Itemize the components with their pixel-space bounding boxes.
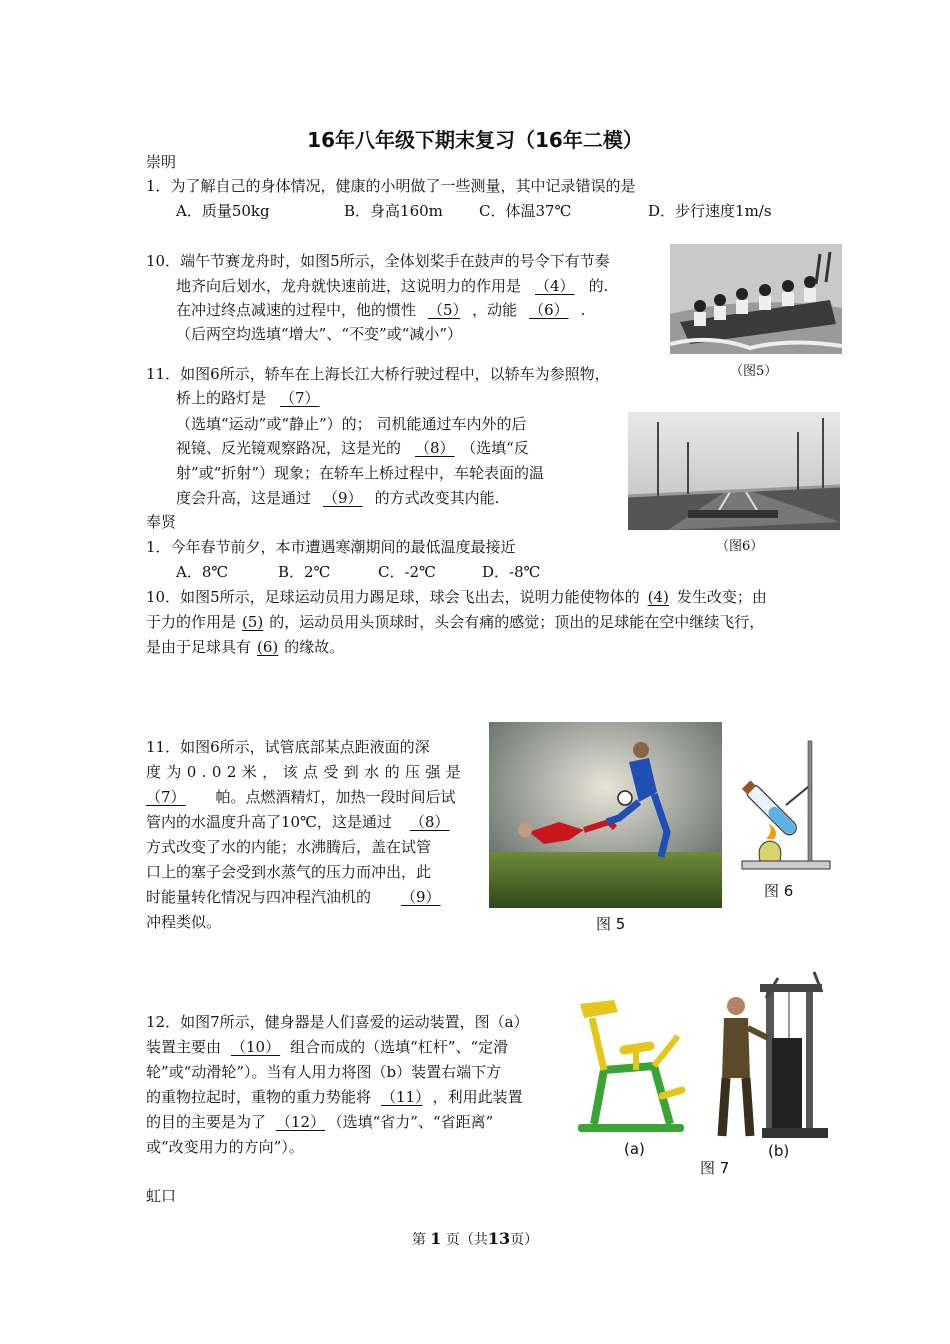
fx-q11-line7 bbox=[146, 885, 445, 909]
fx-fig5-caption: 图 5 bbox=[596, 915, 626, 933]
q11-line3: （选填“运动”或“静止”）的； 司机能通过车内外的后 bbox=[176, 415, 527, 433]
fx-q10-line2 bbox=[146, 610, 764, 634]
fx-blank-12: （12） bbox=[276, 1113, 326, 1131]
fx-q12-text: （选填“省力”、“省距离” bbox=[335, 1113, 494, 1131]
q10-line4: （后两空均选填“增大”、“不变”或“减小”） bbox=[176, 325, 463, 343]
footer-pre: 第 bbox=[411, 1232, 426, 1248]
fx-blank-4: (4) bbox=[647, 588, 669, 606]
fx-q12-text: ，利用此装置 bbox=[432, 1088, 523, 1106]
q10-line3 bbox=[176, 298, 585, 322]
q10-line1: 10．端午节赛龙舟时，如图5所示，全体划桨手在鼓声的号令下有节奏 bbox=[146, 252, 610, 270]
q11-line6 bbox=[176, 486, 499, 510]
fx-blank-6: (6) bbox=[257, 638, 279, 656]
blank-8: （8） bbox=[415, 439, 455, 457]
q10-line2 bbox=[176, 274, 608, 298]
fx-fig6-caption: 图 6 bbox=[764, 882, 794, 900]
fx-q1-option-d: D．-8℃ bbox=[482, 563, 541, 581]
region-label-hongkou: 虹口 bbox=[146, 1187, 177, 1205]
fx-q10-line1 bbox=[146, 585, 767, 609]
fx-q12-text: 装置主要由 bbox=[146, 1038, 222, 1056]
q11-text: 视镜、反光镜观察路况，这是光的 bbox=[176, 439, 402, 457]
fig7-caption: 图 7 bbox=[700, 1159, 730, 1177]
soccer-photo bbox=[489, 722, 722, 908]
fig7-b-label: (b) bbox=[768, 1142, 790, 1160]
fx-blank-11: （11） bbox=[381, 1088, 423, 1106]
fx-blank-10: （10） bbox=[231, 1038, 281, 1056]
fx-q10-text: 发生改变；由 bbox=[676, 588, 767, 606]
fx-blank-5: (5) bbox=[242, 613, 264, 631]
footer-total-pages: 13 bbox=[487, 1229, 511, 1248]
bridge-road-photo bbox=[628, 412, 840, 530]
fx-q12-text: 的重物拉起时，重物的重力势能将 bbox=[146, 1088, 372, 1106]
fx-q12-line5 bbox=[146, 1110, 493, 1134]
page-footer bbox=[0, 1229, 950, 1249]
q11-line4 bbox=[176, 436, 529, 460]
blank-9: （9） bbox=[323, 489, 363, 507]
q1-option-d: D．步行速度1m/s bbox=[648, 202, 772, 220]
blank-5: （5） bbox=[428, 301, 461, 319]
fx-q10-text: 的，运动员用头顶球时，头会有痛的感觉；顶出的足球能在空中继续飞行， bbox=[269, 613, 765, 631]
fx-q1-stem: 1．今年春节前夕，本市遭遇寒潮期间的最低温度最接近 bbox=[146, 538, 516, 556]
fx-q12-line1: 12．如图7所示，健身器是人们喜爱的运动装置，图（a） bbox=[146, 1013, 529, 1031]
q11-text: 度会升高，这是通过 bbox=[176, 489, 312, 507]
q11-text: （选填“反 bbox=[468, 439, 529, 457]
fx-q1-option-b: B．2℃ bbox=[278, 563, 331, 581]
fx-q11-line5: 方式改变了水的内能；水沸腾后，盖在试管 bbox=[146, 838, 432, 856]
fx-q10-text: 的缘故。 bbox=[284, 638, 345, 656]
q1-option-a: A．质量50kg bbox=[176, 202, 270, 220]
q1-option-b: B．身高160m bbox=[344, 202, 443, 220]
q1-option-c: C．体温37℃ bbox=[479, 202, 572, 220]
q11-text: 桥上的路灯是 bbox=[176, 389, 267, 407]
fx-q12-text: 的目的主要是为了 bbox=[146, 1113, 267, 1131]
fx-blank-9: （9） bbox=[401, 888, 441, 906]
fx-q11-text: 管内的水温度升高了10℃，这是通过 bbox=[146, 813, 392, 831]
fx-q11-text: 时能量转化情况与四冲程汽油机的 bbox=[146, 888, 372, 906]
fig6-caption: （图6） bbox=[716, 539, 764, 554]
fx-q11-text: 帕。点燃酒精灯，加热一段时间后试 bbox=[215, 788, 456, 806]
fx-q10-line3 bbox=[146, 635, 344, 659]
fig5-caption: （图5） bbox=[730, 364, 778, 379]
fx-q11-line2: 度为0.02米，该点受到水的压强是 bbox=[146, 763, 467, 781]
footer-post: 页） bbox=[510, 1232, 539, 1248]
fx-q11-line8: 冲程类似。 bbox=[146, 913, 222, 931]
fx-q11-line3 bbox=[146, 785, 456, 809]
fx-blank-8: （8） bbox=[409, 813, 450, 831]
q11-line5: 射”或“折射”）现象；在轿车上桥过程中，车轮表面的温 bbox=[176, 464, 545, 482]
fx-q10-text: 10．如图5所示，足球运动员用力踢足球，球会飞出去，说明力能使物体的 bbox=[146, 588, 640, 606]
blank-4: （4） bbox=[535, 277, 575, 295]
fx-q12-line3: 轮”或“动滑轮”）。当有人用力将图（b）装置右端下方 bbox=[146, 1063, 502, 1081]
blank-7: （7） bbox=[280, 389, 320, 407]
fx-q11-line6: 口上的塞子会受到水蒸气的压力而冲出，此 bbox=[146, 863, 432, 881]
fx-q10-text: 是由于足球具有 bbox=[146, 638, 252, 656]
q10-text: 的. bbox=[588, 277, 609, 295]
page-title: 16年八年级下期末复习（16年二模） bbox=[307, 128, 643, 152]
fitness-frame-a bbox=[574, 990, 690, 1140]
q10-text: 地齐向后划水，龙舟就快速前进，这说明力的作用是 bbox=[176, 277, 522, 295]
fig7-a-label: (a) bbox=[624, 1140, 645, 1158]
fx-q10-text: 于力的作用是 bbox=[146, 613, 237, 631]
fx-q11-line1: 11．如图6所示，试管底部某点距液面的深 bbox=[146, 738, 430, 756]
q1-stem: 1．为了解自己的身体情况，健康的小明做了一些测量，其中记录错误的是 bbox=[146, 177, 636, 195]
region-label-chongming: 崇明 bbox=[146, 153, 177, 171]
q10-text: . bbox=[580, 301, 586, 319]
dragon-boat-photo bbox=[670, 244, 842, 354]
fx-q11-line4 bbox=[146, 810, 467, 834]
fx-q12-line2 bbox=[146, 1035, 508, 1059]
q11-line1: 11．如图6所示，轿车在上海长江大桥行驶过程中，以轿车为参照物， bbox=[146, 365, 610, 383]
fx-q1-option-a: A．8℃ bbox=[176, 563, 229, 581]
gym-machine-b bbox=[706, 968, 830, 1148]
q10-text: 在冲过终点减速的过程中，他的惯性 bbox=[176, 301, 417, 319]
footer-mid: 页（共 bbox=[445, 1232, 488, 1248]
fx-q12-text: 组合而成的（选填“杠杆”、“定滑 bbox=[290, 1038, 509, 1056]
fx-q1-option-c: C．-2℃ bbox=[378, 563, 436, 581]
fx-blank-7: （7） bbox=[146, 788, 186, 806]
q11-text: 的方式改变其内能. bbox=[374, 489, 500, 507]
footer-page-number: 1 bbox=[430, 1229, 442, 1248]
fx-q12-line4 bbox=[146, 1085, 523, 1109]
region-label-fengxian: 奉贤 bbox=[146, 513, 177, 531]
test-tube-apparatus bbox=[738, 735, 834, 881]
q11-line2 bbox=[176, 386, 334, 410]
fx-q12-line6: 或“改变用力的方向”）。 bbox=[146, 1138, 304, 1156]
q10-text: ，动能 bbox=[472, 301, 518, 319]
blank-6: （6） bbox=[529, 301, 569, 319]
